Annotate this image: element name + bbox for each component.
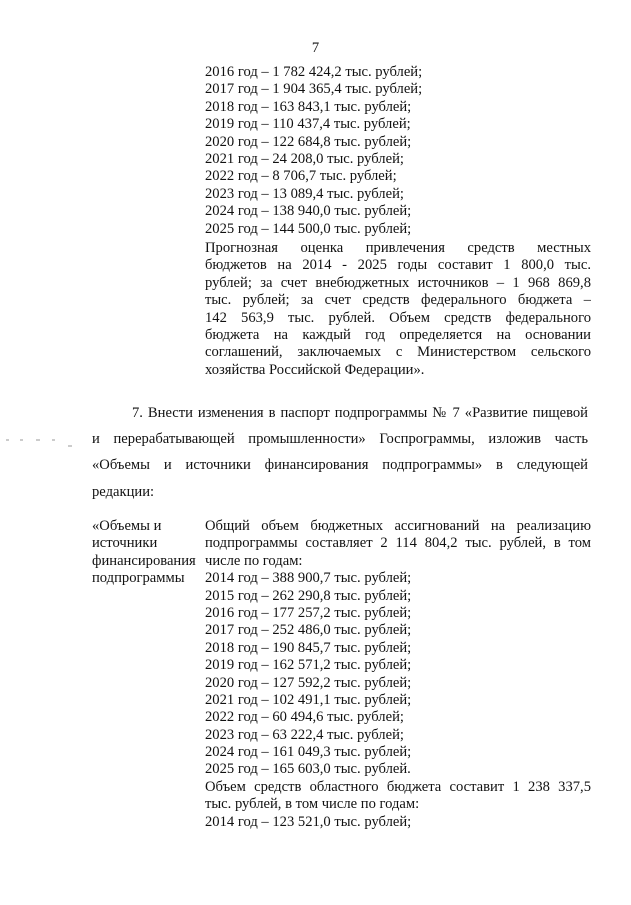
- intro-line: числе по годам:: [205, 552, 303, 569]
- funding-by-year-list: [205, 64, 595, 238]
- instruction-line: «Объемы и источники финансирования подпрограммы» в следующей: [92, 457, 588, 474]
- regional-line: тыс. рублей, в том числе по годам:: [205, 796, 420, 813]
- paragraph-line: хозяйства Российской Федерации».: [205, 361, 425, 378]
- instruction-line: и перерабатывающей промышленности» Госпрограммы, изложив часть: [92, 431, 588, 448]
- year-line: 2019 год – 162 571,2 тыс. рублей;: [205, 657, 412, 674]
- paragraph-line: Прогнозная оценка привлечения средств местных: [205, 240, 591, 256]
- year-line: 2017 год – 252 486,0 тыс. рублей;: [205, 622, 412, 639]
- year-line: 2024 год – 161 049,3 тыс. рублей;: [205, 744, 412, 761]
- year-line: 2023 год – 63 222,4 тыс. рублей;: [205, 726, 404, 743]
- year-line: 2023 год – 13 089,4 тыс. рублей;: [205, 185, 404, 202]
- passport-section-body: [205, 518, 591, 831]
- year-line: 2020 год – 127 592,2 тыс. рублей;: [205, 674, 412, 691]
- year-line: 2018 год – 163 843,1 тыс. рублей;: [205, 98, 412, 115]
- year-line: 2018 год – 190 845,7 тыс. рублей;: [205, 639, 412, 656]
- instruction-line: 7. Внести изменения в паспорт подпрограммы № 7 «Развитие пищевой: [132, 405, 588, 421]
- paragraph-line: соглашений, заключаемых с Министерством сельского: [205, 344, 591, 361]
- year-line: 2025 год – 144 500,0 тыс. рублей;: [205, 220, 412, 237]
- year-line: 2021 год – 102 491,1 тыс. рублей;: [205, 691, 412, 708]
- year-line: 2024 год – 138 940,0 тыс. рублей;: [205, 203, 412, 220]
- year-line: 2019 год – 110 437,4 тыс. рублей;: [205, 116, 411, 133]
- label-line: «Объемы и: [92, 518, 162, 534]
- year-line: 2022 год – 60 494,6 тыс. рублей;: [205, 709, 404, 726]
- label-line: источники: [92, 535, 158, 552]
- amendment-instruction: [92, 400, 588, 505]
- instruction-line: редакции:: [92, 483, 155, 500]
- year-line: 2020 год – 122 684,8 тыс. рублей;: [205, 133, 412, 150]
- passport-section-label: [92, 518, 210, 588]
- year-line: 2021 год – 24 208,0 тыс. рублей;: [205, 150, 404, 167]
- paragraph-line: 142 563,9 тыс. рублей. Объем средств федерального: [205, 309, 591, 326]
- intro-line: подпрограммы составляет 2 114 804,2 тыс. рублей, в том: [205, 535, 591, 552]
- paragraph-line: рублей; за счет внебюджетных источников – 1 968 869,8: [205, 274, 591, 291]
- intro-line: Общий объем бюджетных ассигнований на реализацию: [205, 518, 591, 534]
- paragraph-line: бюджетов на 2014 - 2025 годы составит 1 800,0 тыс.: [205, 257, 591, 274]
- year-line: 2014 год – 388 900,7 тыс. рублей;: [205, 570, 412, 587]
- paragraph-line: бюджета на каждый год определяется на основании: [205, 326, 591, 343]
- regional-line: Объем средств областного бюджета составит 1 238 337,5: [205, 778, 591, 795]
- year-line: 2025 год – 165 603,0 тыс. рублей.: [205, 761, 411, 778]
- label-line: финансирования: [92, 552, 196, 569]
- paragraph-line: тыс. рублей; за счет средств федерального бюджета –: [205, 292, 591, 309]
- page-number: 7: [311, 40, 320, 56]
- year-line: 2017 год – 1 904 365,4 тыс. рублей;: [205, 81, 423, 98]
- year-line: 2015 год – 262 290,8 тыс. рублей;: [205, 587, 412, 604]
- forecast-paragraph: [205, 240, 591, 379]
- year-line: 2022 год – 8 706,7 тыс. рублей;: [205, 168, 397, 185]
- year-line: 2014 год – 123 521,0 тыс. рублей;: [205, 813, 412, 830]
- label-line: подпрограммы: [92, 570, 185, 587]
- year-line: 2016 год – 177 257,2 тыс. рублей;: [205, 604, 412, 621]
- year-line: 2016 год – 1 782 424,2 тыс. рублей;: [205, 64, 423, 80]
- scan-artifact-marks: [0, 432, 80, 462]
